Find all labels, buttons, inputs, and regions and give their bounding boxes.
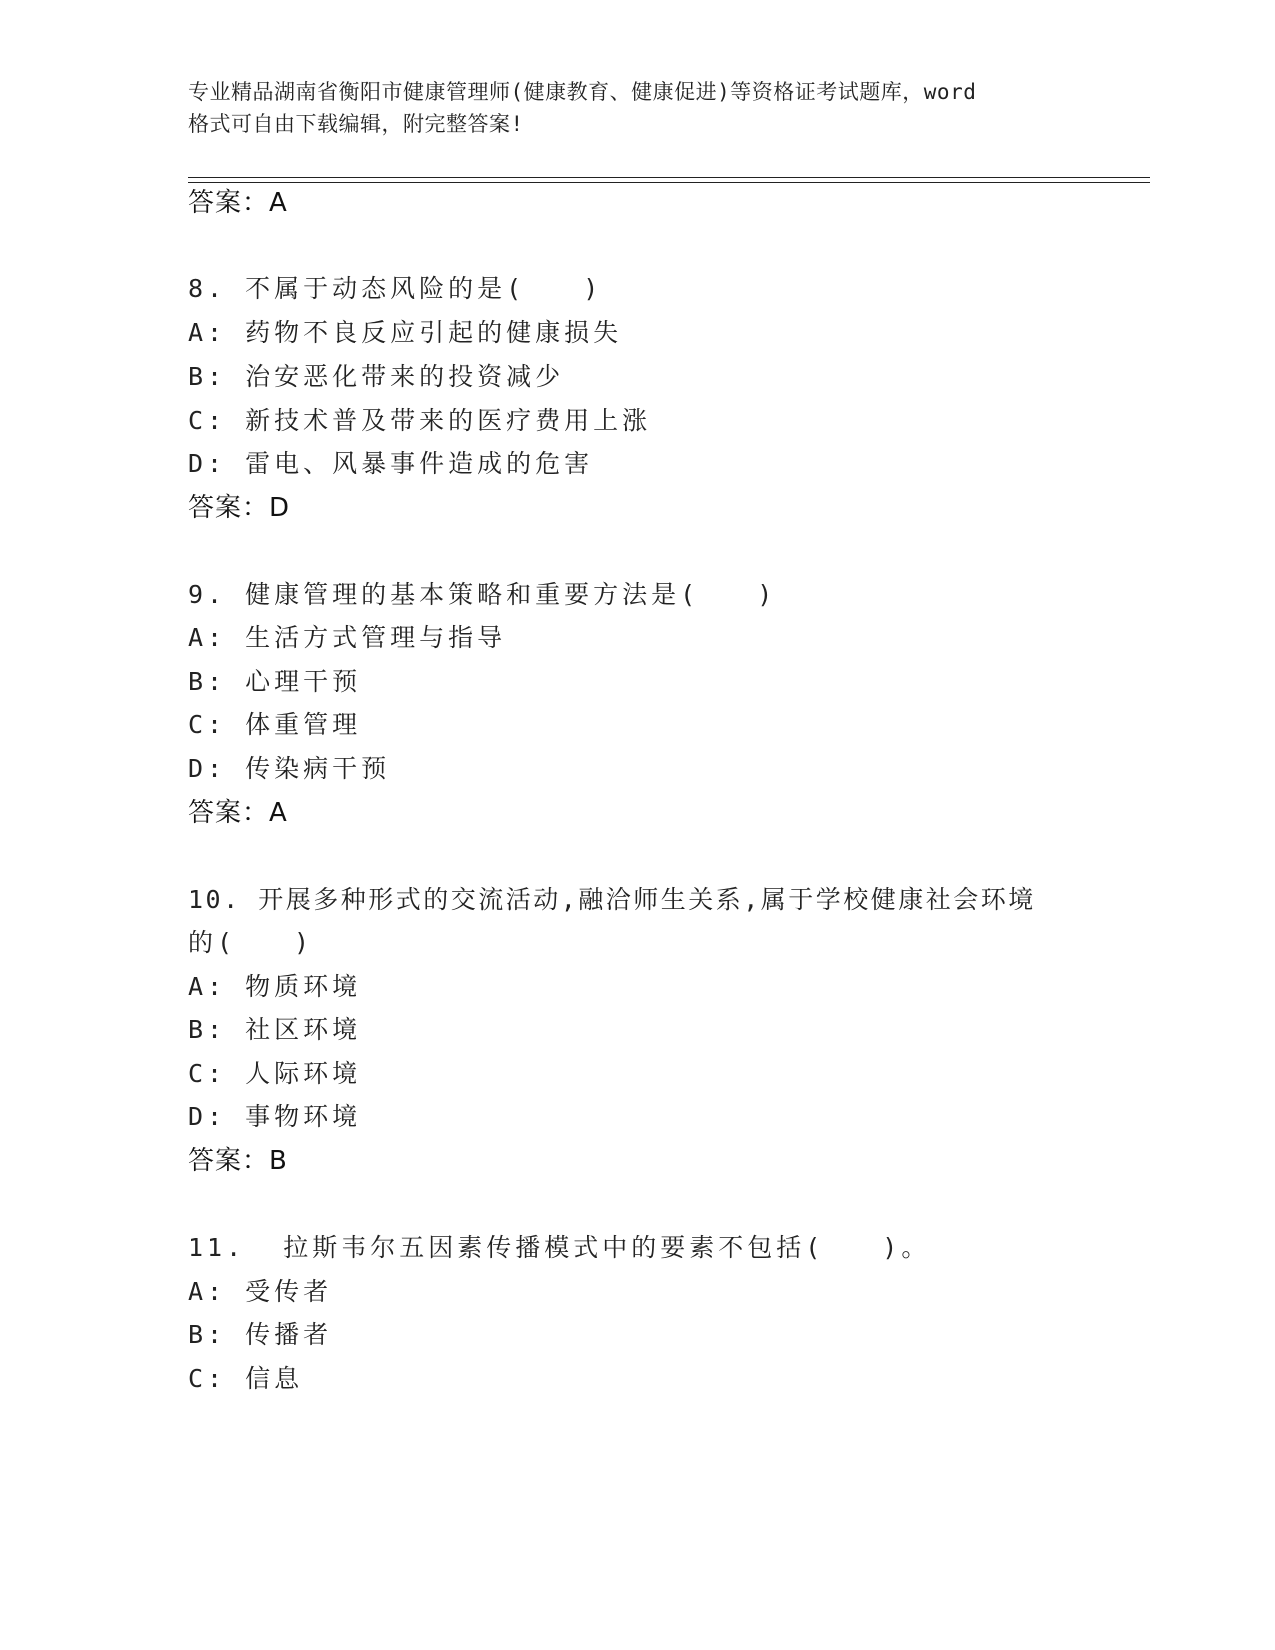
question-8-option-d: D: 雷电、风暴事件造成的危害 [188,449,594,478]
question-10-text-line-1: 10. 开展多种形式的交流活动,融洽师生关系,属于学校健康社会环境 [188,885,1036,914]
question-11-text: 11. 拉斯韦尔五因素传播模式中的要素不包括( )。 [188,1233,931,1262]
question-8-text: 8. 不属于动态风险的是( ) [188,274,603,303]
question-11-option-b: B: 传播者 [188,1320,333,1349]
question-10-option-c: C: 人际环境 [188,1059,362,1088]
question-10-option-d: D: 事物环境 [188,1102,362,1131]
document-header [188,76,1088,140]
question-9-option-c: C: 体重管理 [188,710,362,739]
question-11-option-a: A: 受传者 [188,1277,333,1306]
question-9-option-a: A: 生活方式管理与指导 [188,623,507,652]
answer-previous: 答案：A [188,188,288,218]
question-8-answer: 答案：D [188,493,291,523]
question-8-option-b: B: 治安恶化带来的投资减少 [188,362,565,391]
header-divider-top [188,177,1150,178]
question-9-option-d: D: 传染病干预 [188,754,391,783]
question-10-answer: 答案：B [188,1146,288,1176]
question-9-answer: 答案：A [188,798,288,828]
question-9-text: 9. 健康管理的基本策略和重要方法是( ) [188,580,777,609]
question-10-text-line-2: 的( ) [188,928,314,957]
header-divider-bottom [188,182,1150,183]
header-line-2: 格式可自由下载编辑，附完整答案! [188,112,524,136]
question-9-option-b: B: 心理干预 [188,667,362,696]
question-10-option-a: A: 物质环境 [188,972,362,1001]
question-8-option-a: A: 药物不良反应引起的健康损失 [188,318,623,347]
question-10-option-b: B: 社区环境 [188,1015,362,1044]
question-11-option-c: C: 信息 [188,1364,304,1393]
header-line-1: 专业精品湖南省衡阳市健康管理师(健康教育、健康促进)等资格证考试题库，word [188,80,977,104]
question-8-option-c: C: 新技术普及带来的医疗费用上涨 [188,406,652,435]
